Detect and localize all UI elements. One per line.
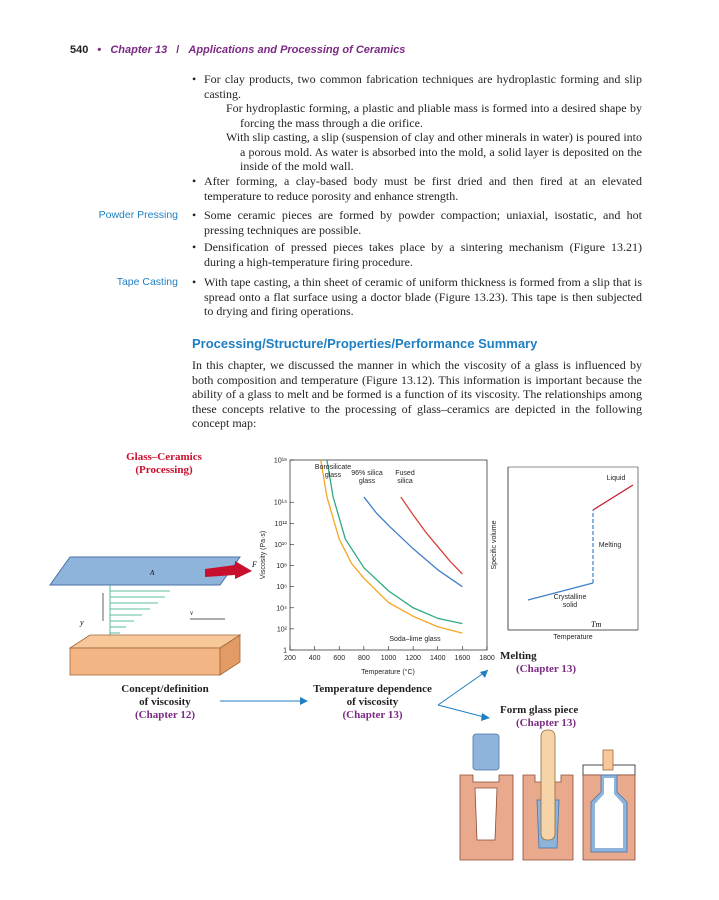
series-label-borosilicate-2: glass (324, 472, 342, 479)
bullet-symbol: • (192, 72, 197, 86)
glass-forming-illustration (455, 730, 640, 865)
section-paragraph: In this chapter, we discussed the manner in which the viscosity of a glass is influenced by both composition and temperature (Figure 13.12). This information is important because the ability of a glass to melt and be formed is a function of its viscosity. The relationships among these concepts relative to the processing of glass–ceramics are depicted in the following concept map: (192, 358, 642, 430)
sv-liquid-label: Liquid (606, 475, 626, 482)
node-form-line1: Form glass piece (500, 704, 579, 716)
plot-frame (290, 460, 487, 650)
plunger (541, 730, 555, 840)
concept-map-heading (104, 451, 224, 477)
series-label-silica96-1: 96% silica (351, 470, 383, 477)
x-tick-label: 400 (308, 655, 321, 662)
header-chapter: Chapter 13 (110, 44, 168, 56)
series-label-borosilicate-1: Borosilicate (314, 464, 352, 471)
margin-label-tape-casting: Tape Casting (116, 276, 178, 288)
x-tick-label: 1000 (380, 655, 397, 662)
y-tick-label: 10¹⁰ (274, 541, 287, 549)
x-tick-label: 1200 (405, 655, 421, 662)
sv-x-label: Temperature (553, 634, 593, 641)
x-tick-label: 200 (284, 655, 296, 662)
series-line (364, 497, 463, 587)
series-line (401, 497, 463, 574)
blow-nozzle (603, 750, 613, 770)
y-tick-labels (274, 458, 294, 655)
y-tick-label: 10⁸ (276, 563, 287, 571)
node-viscosity-chapter: (Chapter 12) (135, 709, 195, 721)
v-label: v (190, 609, 194, 617)
velocity-profile (110, 585, 170, 640)
glass-gob (473, 734, 499, 770)
node-temperature (300, 683, 445, 722)
series-line (324, 460, 462, 624)
node-melting (500, 650, 590, 676)
x-tick-label: 800 (358, 655, 370, 662)
margin-label-powder-pressing: Powder Pressing (98, 209, 178, 221)
arrow-to-form (438, 705, 488, 718)
bullet-symbol: • (192, 174, 197, 188)
y-tick-label: 10¹⁴ (273, 499, 287, 507)
y-tick-label: 10⁴ (276, 605, 287, 613)
bullet-text: Some ceramic pieces are formed by powder compaction; uniaxial, isostatic, and hot pressing techniques are possible. (204, 208, 642, 237)
series-label-fused-1: Fused (395, 470, 415, 477)
bullet-item (192, 275, 642, 319)
node-form (500, 704, 610, 730)
y-tick-label: 10¹⁸ (273, 457, 287, 465)
section-title: Processing/Structure/Properties/Performance Summary (192, 336, 538, 351)
header-slash: / (176, 44, 180, 56)
x-tick-label: 1800 (479, 655, 495, 662)
node-melting-chapter: (Chapter 13) (516, 663, 576, 675)
series-label-fused-2: silica (397, 478, 413, 485)
header-separator: • (97, 44, 102, 56)
y-tick-label: 1 (283, 647, 287, 655)
node-temperature-chapter: (Chapter 13) (342, 709, 403, 721)
viscosity-plates-illustration (40, 545, 285, 685)
series-lines (321, 460, 463, 633)
sv-crystalline-1: Crystalline (553, 594, 587, 601)
node-viscosity (95, 683, 235, 722)
arrow-viscosity-to-temperature (218, 694, 308, 708)
node-temperature-line1: Temperature dependence (313, 683, 432, 695)
y-axis-label: Viscosity (Pa·s) (260, 530, 267, 580)
base-front (70, 648, 220, 675)
page-number: 540 (70, 44, 89, 56)
node-melting-line1: Melting (500, 650, 537, 662)
bullet-symbol: • (192, 275, 197, 289)
bullet-subitem: For hydroplastic forming, a plastic and pliable mass is formed into a desired shape by forcing the mass through a die orifice. (226, 101, 642, 130)
arrow-to-melting (438, 670, 488, 705)
bullet-text: With tape casting, a thin sheet of ceramic of uniform thickness is formed from a slip that is spread onto a flat surface using a doctor blade (Figure 13.23). This tape is then subjected to drying and firing operations. (204, 275, 642, 318)
x-tick-label: 1400 (429, 655, 446, 662)
x-tick-label: 600 (333, 655, 346, 662)
sv-tm-label: Tm (591, 620, 602, 629)
sv-y-label: Specific volume (491, 520, 498, 570)
force-label: F (252, 560, 257, 569)
node-viscosity-line2: of viscosity (139, 696, 191, 708)
bullet-symbol: • (192, 240, 197, 254)
node-temperature-line2: of viscosity (346, 696, 399, 708)
y-label: y (80, 618, 84, 627)
heading-line2: (Processing) (135, 464, 193, 476)
bullet-text: After forming, a clay-based body must be first dried and then fired at an elevated temperature to reduce porosity and enhance strength. (204, 174, 642, 203)
sv-melting-label: Melting (598, 542, 622, 549)
node-viscosity-line1: Concept/definition (121, 683, 209, 695)
sv-crystalline-2: solid (562, 602, 578, 609)
branch-arrows (438, 660, 498, 725)
bullet-item (192, 72, 642, 101)
base-top (70, 635, 240, 648)
bullet-item (192, 174, 642, 203)
x-axis-label: Temperature (°C) (361, 669, 415, 676)
y-tick-label: 10¹² (274, 520, 287, 528)
y-tick-label: 10⁶ (276, 584, 287, 592)
series-label-silica96-2: glass (358, 478, 376, 485)
bullet-item (192, 240, 642, 269)
node-form-chapter: (Chapter 13) (516, 717, 576, 729)
bullet-text: For clay products, two common fabrication techniques are hydroplastic forming and slip casting. (204, 72, 642, 101)
heading-line1: Glass–Ceramics (126, 451, 202, 463)
area-label: A (150, 569, 155, 577)
header-title: Applications and Processing of Ceramics (188, 44, 406, 56)
series-label-soda: Soda–lime glass (389, 636, 441, 643)
liquid-line (593, 485, 633, 510)
bullet-text: Densification of pressed pieces takes place by a sintering mechanism (Figure 13.21) during a high-temperature firing procedure. (204, 240, 642, 269)
y-tick-label: 10² (276, 626, 287, 634)
bullet-item (192, 208, 642, 237)
series-line (321, 460, 463, 633)
bullet-subitem: With slip casting, a slip (suspension of clay and other minerals in water) is poured into a porous mold. As water is absorbed into the mold, a solid layer is deposited on the inside of the mold wall. (226, 130, 642, 173)
x-tick-label: 1600 (454, 655, 471, 662)
specific-volume-chart (488, 455, 643, 645)
bullet-symbol: • (192, 208, 197, 222)
running-header (70, 44, 405, 56)
